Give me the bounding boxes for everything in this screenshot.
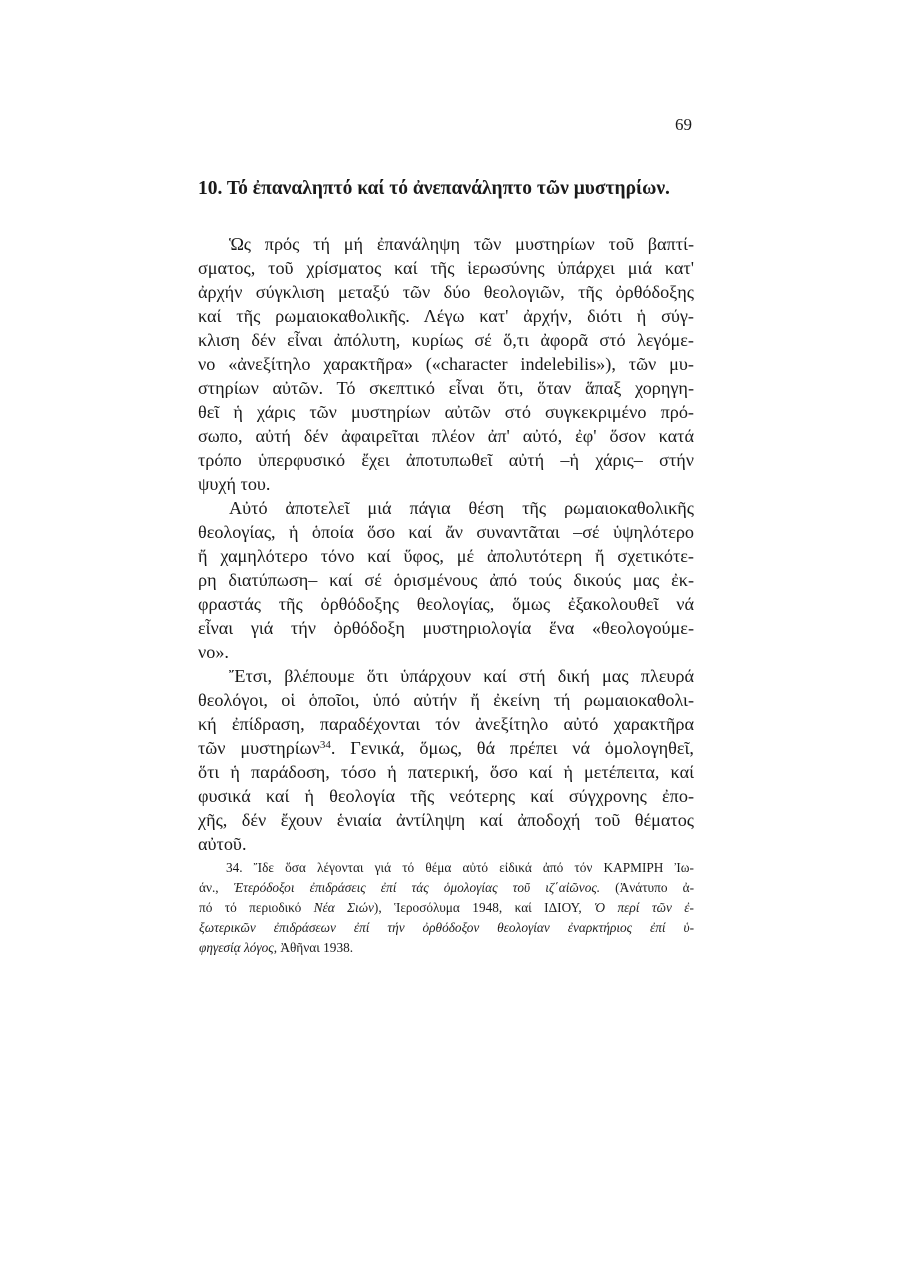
footnote-line — [199, 938, 694, 958]
footnote-title: Ὁ περί τῶν ἐ- — [594, 900, 694, 915]
footnote-text: (Ἀνάτυπο ἀ- — [600, 880, 695, 895]
body-line: σματος, τοῦ χρίσματος καί τῆς ἱερωσύνης ὑπάρχει μιά κατ' — [198, 258, 694, 278]
body-line: αὐτοῦ. — [198, 834, 247, 854]
body-line: Ἔτσι, βλέπουμε ὅτι ὑπάρχουν καί στή δική μας πλευρά — [229, 666, 694, 686]
footnote-text: άν., — [199, 880, 234, 895]
section-heading: 10. Τό ἐπαναληπτό καί τό ἀνεπανάληπτο τῶν μυστηρίων. — [198, 178, 670, 199]
footnote-title: φηγεσίᾳ λόγος — [199, 940, 274, 955]
body-line: τρόπο ὑπερφυσικό ἔχει ἀποτυπωθεῖ αὐτή –ἡ χάρις– στήν — [198, 450, 694, 470]
body-line: φραστάς τῆς ὀρθόδοξης θεολογίας, ὅμως ἐξακολουθεῖ νά — [198, 594, 694, 614]
body-line: εἶναι γιά τήν ὀρθόδοξη μυστηριολογία ἕνα «θεολογούμε- — [198, 618, 694, 638]
body-line: φυσικά καί ἡ θεολογία τῆς νεότερης καί σύγχρονης ἐπο- — [198, 786, 694, 806]
footnote-line — [199, 918, 694, 938]
body-line: στηρίων αὐτῶν. Τό σκεπτικό εἶναι ὅτι, ὅταν ἅπαξ χορηγη- — [198, 378, 694, 398]
body-line: ἤ χαμηλότερο τόνο καί ὕφος, μέ ἀπολυτότερη ἤ σχετικότε- — [198, 546, 694, 566]
footnote-title: ξωτερικῶν ἐπιδράσεων ἐπί τήν ὀρθόδοξον θεολογίαν ἐναρκτήριος ἐπί ὑ- — [199, 920, 694, 935]
body-line: θεολόγοι, οἱ ὁποῖοι, ὑπό αὐτήν ἤ ἐκείνη τή ρωμαιοκαθολι- — [198, 690, 694, 710]
footnote-text: , Ἀθῆναι 1938. — [273, 940, 354, 955]
body-line: κή ἐπίδραση, παραδέχονται τόν ἀνεξίτηλο αὐτό χαρακτῆρα — [198, 714, 694, 734]
body-line: σωπο, αὐτή δέν ἀφαιρεῖται πλέον ἀπ' αὐτό, ἐφ' ὅσον κατά — [198, 426, 694, 446]
footnote-line — [199, 878, 694, 898]
footnote-line: 34. Ἴδε ὅσα λέγονται γιά τό θέμα αὐτό εἰδικά ἀπό τόν ΚΑΡΜΙΡΗ Ἰω- — [226, 860, 694, 875]
body-line: ὅτι ἡ παράδοση, τόσο ἡ πατερική, ὅσο καί ἡ μετέπειτα, καί — [198, 762, 694, 782]
body-line-start: τῶν μυστηρίων — [198, 738, 320, 758]
body-line: χῆς, δέν ἔχουν ἑνιαία ἀντίληψη καί ἀποδοχή τοῦ θέματος — [198, 810, 694, 830]
body-line: θεολογίας, ἡ ὁποία ὅσο καί ἄν συναντᾶται –σέ ὑψηλότερο — [198, 522, 694, 542]
body-line: νο». — [198, 642, 229, 662]
body-line: νο «ἀνεξίτηλο χαρακτῆρα» («character indelebilis»), τῶν μυ- — [198, 354, 694, 374]
body-line — [198, 736, 694, 760]
body-line: ἀρχήν σύγκλιση μεταξύ τῶν δύο θεολογιῶν, τῆς ὀρθόδοξης — [198, 282, 694, 302]
footnote-text: πό τό περιοδικό — [199, 900, 314, 915]
body-line: κλιση δέν εἶναι ἀπόλυτη, κυρίως σέ ὅ,τι ἀφορᾶ στό λεγόμε- — [198, 330, 694, 350]
footnote-journal: Νέα Σιών — [313, 900, 374, 915]
body-line: καί τῆς ρωμαιοκαθολικῆς. Λέγω κατ' ἀρχήν, διότι ἡ σύγ- — [198, 306, 694, 326]
footnote-title: Ἑτερόδοξοι ἐπιδράσεις ἐπί τάς ὁμολογίας τοῦ ιζ΄αἰῶνος. — [233, 880, 601, 895]
footnote-line — [199, 898, 694, 918]
body-line: ψυχή του. — [198, 474, 271, 494]
footnote — [199, 858, 695, 958]
page-number: 69 — [675, 115, 692, 134]
body-text — [198, 232, 694, 856]
body-line: ρη διατύπωση– καί σέ ὁρισμένους ἀπό τούς δικούς μας ἐκ- — [198, 570, 694, 590]
body-line: Ὡς πρός τή μή ἐπανάληψη τῶν μυστηρίων τοῦ βαπτί- — [229, 234, 694, 254]
body-line: Αὐτό ἀποτελεῖ μιά πάγια θέση τῆς ρωμαιοκαθολικῆς — [229, 498, 694, 518]
body-line: θεῖ ἡ χάρις τῶν μυστηρίων αὐτῶν στό συγκεκριμένο πρό- — [198, 402, 694, 422]
footnote-text: ), Ἱεροσόλυμα 1948, καί ΙΔΙΟΥ, — [373, 900, 595, 915]
body-line-end: . Γενικά, ὅμως, θά πρέπει νά ὁμολογηθεῖ, — [330, 738, 694, 758]
footnote-reference: 34 — [319, 739, 331, 751]
